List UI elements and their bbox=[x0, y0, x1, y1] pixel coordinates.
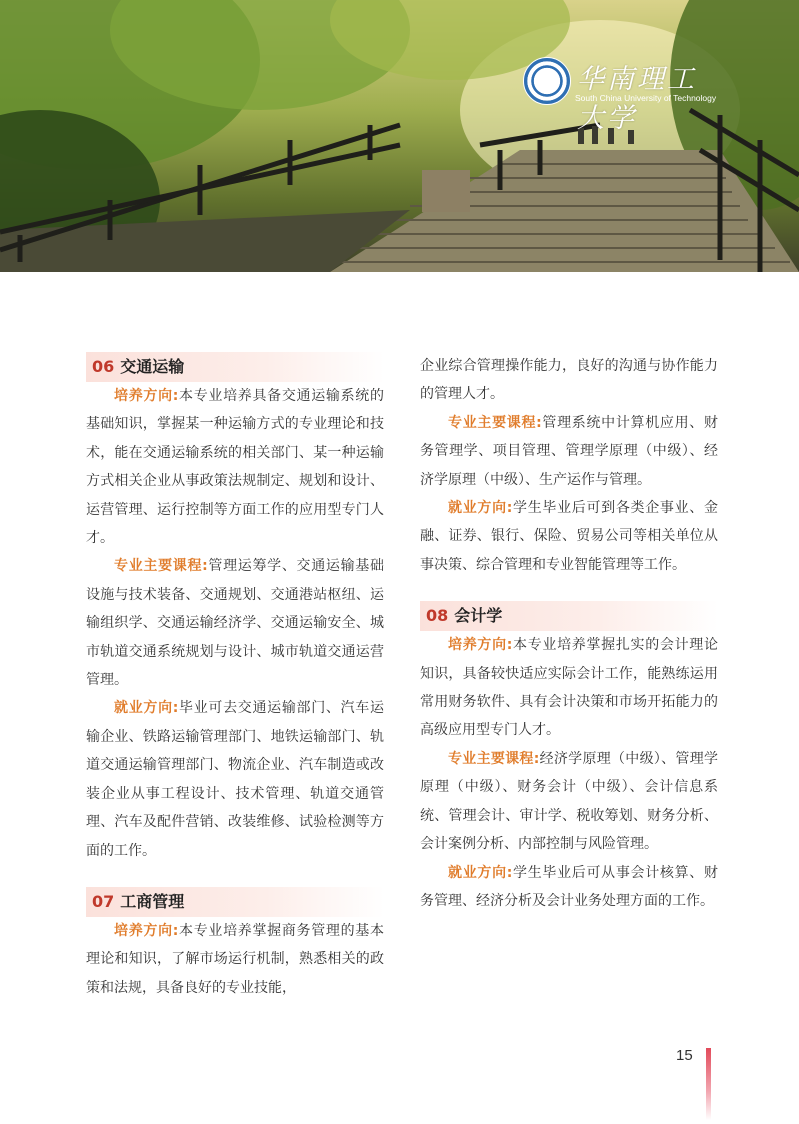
paragraph bbox=[86, 694, 384, 864]
paragraph-label: 专业主要课程: bbox=[114, 558, 208, 575]
left-column bbox=[86, 352, 384, 1002]
paragraph-label: 就业方向: bbox=[448, 500, 513, 517]
section-title-08 bbox=[420, 601, 718, 631]
paragraph bbox=[420, 494, 718, 579]
section-name: 交通运输 bbox=[120, 357, 185, 376]
paragraph-label: 专业主要课程: bbox=[448, 750, 540, 767]
logo-chinese-name: 华南理工大学 bbox=[577, 64, 697, 134]
paragraph-label: 培养方向: bbox=[448, 637, 513, 654]
stairway-illustration bbox=[0, 0, 799, 272]
paragraph bbox=[420, 859, 718, 916]
paragraph-text: 管理系统中计算机应用、财务管理学、项目管理、管理学原理（中级）、经济学原理（中级）、生产运作与管理。 bbox=[420, 414, 718, 488]
paragraph-text: 经济学原理（中级）、管理学原理（中级）、财务会计（中级）、会计信息系统、管理会计、审计学、税收筹划、财务分析、会计案例分析、内部控制与风险管理。 bbox=[420, 750, 719, 853]
hero-photo bbox=[0, 0, 799, 272]
section-title-06 bbox=[86, 352, 384, 382]
paragraph bbox=[86, 917, 384, 1002]
paragraph-text: 本专业培养具备交通运输系统的基础知识，掌握某一种运输方式的专业理论和技术，能在交通运输系统的相关部门、某一种运输方式相关企业从事政策法规制定、规划和设计、运营管理、运行控制等方面工作的应用型专门人才。 bbox=[86, 388, 384, 547]
university-logo bbox=[523, 55, 723, 134]
university-seal-icon bbox=[523, 57, 571, 105]
paragraph-continuation: 企业综合管理操作能力，良好的沟通与协作能力的管理人才。 bbox=[420, 358, 718, 403]
section-number: 08 bbox=[426, 606, 449, 626]
paragraph-text: 学生毕业后可从事会计核算、财务管理、经济分析及会计业务处理方面的工作。 bbox=[420, 864, 718, 909]
paragraph-label: 专业主要课程: bbox=[448, 414, 542, 431]
page-number: 15 bbox=[676, 1047, 693, 1064]
page-accent-bar bbox=[706, 1048, 711, 1120]
logo-english-name: South China University of Technology bbox=[575, 93, 717, 103]
paragraph-text: 学生毕业后可到各类企事业、金融、证券、银行、保险、贸易公司等相关单位从事决策、综合管理和专业智能管理等工作。 bbox=[420, 500, 718, 573]
paragraph bbox=[420, 409, 718, 494]
paragraph-text: 本专业培养掌握商务管理的基本理论和知识，了解市场运行机制，熟悉相关的政策和法规，具备良好的专业技能， bbox=[86, 922, 384, 996]
paragraph-label: 培养方向: bbox=[114, 922, 179, 939]
paragraph bbox=[86, 552, 384, 694]
paragraph-text: 本专业培养掌握扎实的会计理论知识，具备较快适应实际会计工作，能熟练运用常用财务软件、具有会计决策和市场开拓能力的高级应用型专门人才。 bbox=[420, 637, 718, 739]
paragraph-label: 就业方向: bbox=[114, 700, 179, 717]
section-name: 工商管理 bbox=[120, 891, 185, 911]
section-name: 会计学 bbox=[454, 606, 503, 626]
section-number: 07 bbox=[92, 891, 115, 911]
paragraph bbox=[86, 382, 384, 552]
section-title-07 bbox=[86, 887, 384, 917]
section-number: 06 bbox=[92, 357, 115, 376]
paragraph-text: 管理运筹学、交通运输基础设施与技术装备、交通规划、交通港站枢纽、运输组织学、交通运输经济学、交通运输安全、城市轨道交通系统规划与设计、城市轨道交通运营管理。 bbox=[86, 558, 384, 689]
paragraph bbox=[420, 631, 718, 745]
paragraph-label: 就业方向: bbox=[448, 864, 513, 881]
paragraph bbox=[420, 745, 718, 859]
right-column bbox=[420, 352, 718, 915]
paragraph-text: 毕业可去交通运输部门、汽车运输企业、铁路运输管理部门、地铁运输部门、轨道交通运输管理部门、物流企业、汽车制造或改装企业从事工程设计、技术管理、轨道交通管理、汽车及配件营销、改装维修、试验检测等方面的工作。 bbox=[86, 700, 384, 859]
paragraph-label: 培养方向: bbox=[114, 388, 179, 404]
